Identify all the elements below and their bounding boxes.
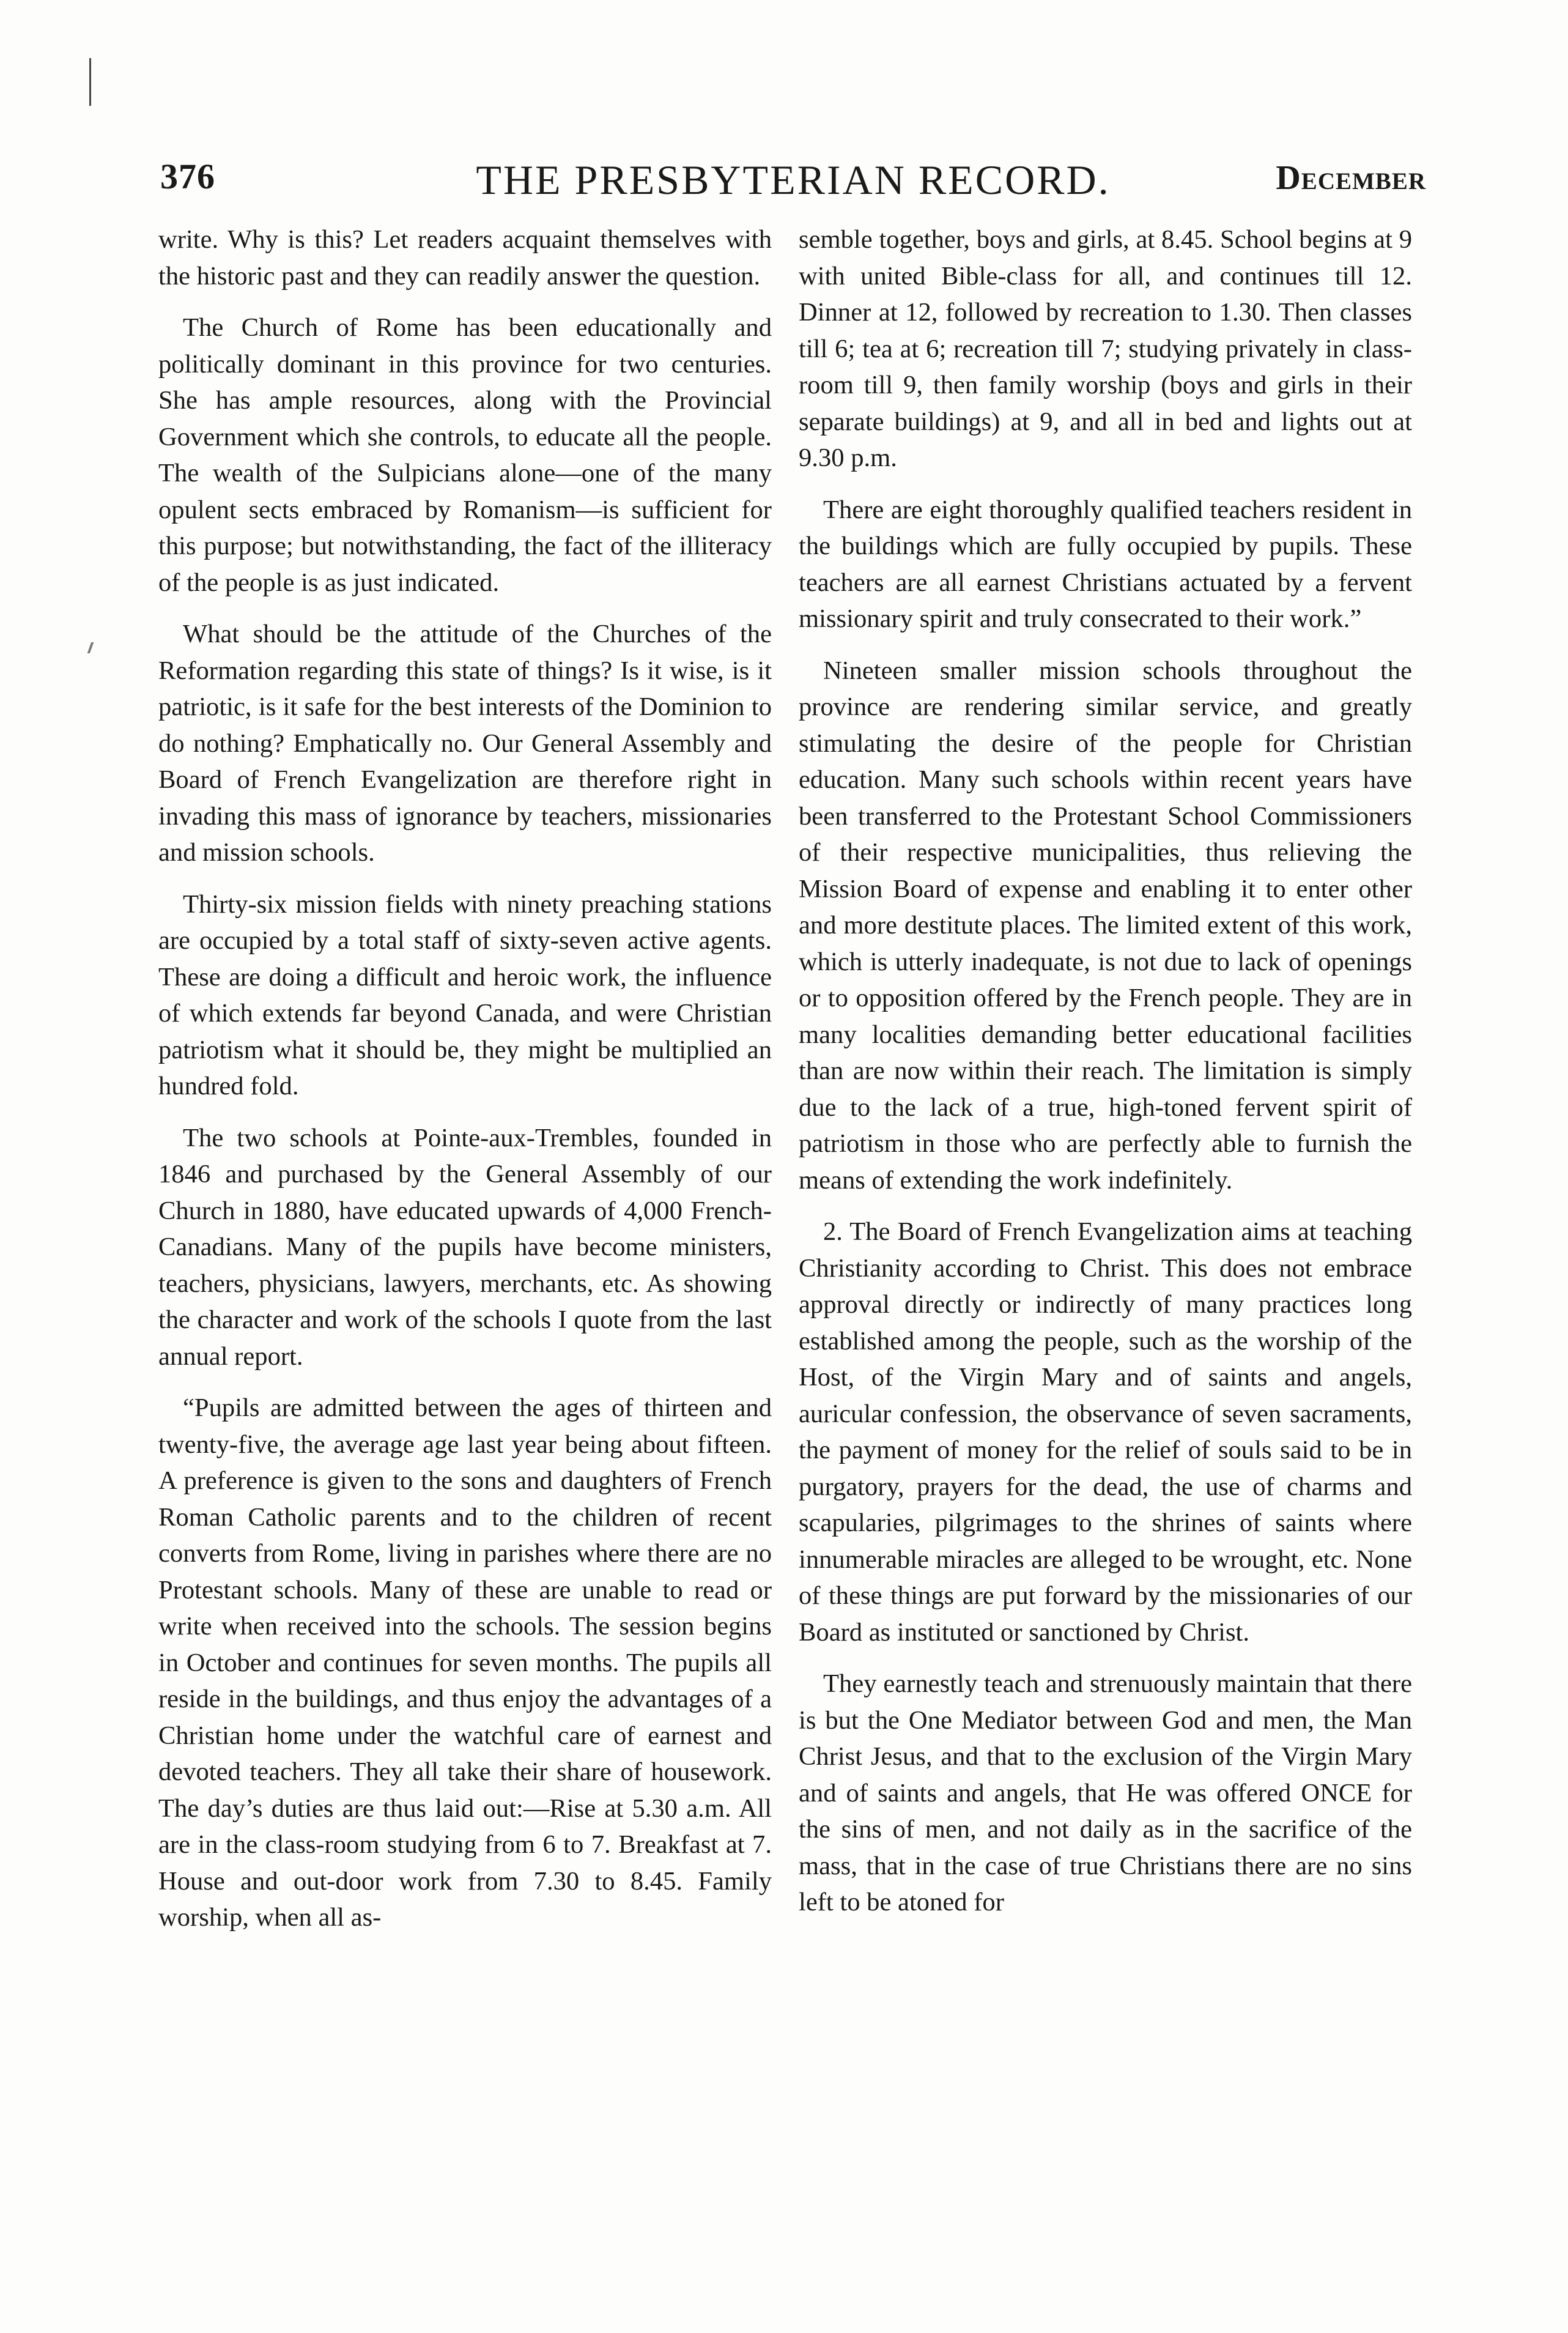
page-number: 376 [160,157,215,196]
margin-mark [89,58,91,106]
paragraph: Nineteen smaller mission schools throughout the province are rendering similar service, and greatly stimulating the desire of the people for Christian education. Many such schools within recent years have been transferred to the Protestant School Commissioners of their respective municipalities, thus relieving the Mission Board of expense and enabling it to enter other and more destitute places. The limited extent of this work, which is utterly inadequate, is not due to lack of openings or to opposition offered by the French people. They are in many localities demanding better educational facilities than are now within their reach. The limitation is simply due to the lack of a true, high-toned fervent spirit of patriotism in those who are perfectly able to furnish the means of extending the work indefinitely. [799,656,1412,1195]
paragraph: There are eight thoroughly qualified teachers resident in the buildings which are fully occupied by pupils. These teachers are all earnest Christians actuated by a fervent missionary spirit and truly consecrated to their work.” [799,495,1412,633]
paragraph: write. Why is this? Let readers acquaint themselves with the historic past and they can readily answer the question. [158,225,772,291]
issue-month: December [1276,159,1426,197]
right-column [799,221,1412,1936]
paragraph: They earnestly teach and strenuously maintain that there is but the One Mediator between God and men, the Man Christ Jesus, and that to the exclusion of the Virgin Mary and of saints and angels, that He was offered ONCE for the sins of men, and not daily as in the sacrifice of the mass, that in the case of true Christians there are no sins left to be atoned for [799,1669,1412,1916]
left-column [158,221,772,1951]
paragraph: The two schools at Pointe-aux-Trembles, founded in 1846 and purchased by the General Assembly of our Church in 1880, have educated upwards of 4,000 French-Canadians. Many of the pupils have become ministers, teachers, physicians, lawyers, merchants, etc. As showing the character and work of the schools I quote from the last annual report. [158,1123,772,1371]
paragraph: What should be the attitude of the Churches of the Reformation regarding this state of things? Is it wise, is it patriotic, is it safe for the best interests of the Dominion to do nothing? Emphatically no. Our General Assembly and Board of French Evangelization are therefore right in invading this mass of ignorance by teachers, missionaries and mission schools. [158,620,772,867]
journal-title: THE PRESBYTERIAN RECORD. [476,157,1111,203]
paragraph: 2. The Board of French Evangelization aims at teaching Christianity according to Christ. This does not embrace approval directly or indirectly of many practices long established among the people, such as the worship of the Host, of the Virgin Mary and of saints and angels, auricular confession, the observance of seven sacraments, the payment of money for the relief of souls said to be in purgatory, prayers for the dead, the use of charms and scapularies, pilgrimages to the shrines of saints where innumerable miracles are alleged to be wrought, etc. None of these things are put forward by the missionaries of our Board as instituted or sanctioned by Christ. [799,1217,1412,1647]
margin-mark [87,642,94,653]
paragraph: Thirty-six mission fields with ninety preaching stations are occupied by a total staff of sixty-seven active agents. These are doing a difficult and heroic work, the influence of which extends far beyond Canada, and were Christian patriotism what it should be, they might be multiplied an hundred fold. [158,889,772,1100]
running-header [160,156,1426,205]
paragraph: “Pupils are admitted between the ages of thirteen and twenty-five, the average age last year being about fifteen. A preference is given to the sons and daughters of French Roman Catholic parents and to the children of recent converts from Rome, living in parishes where there are no Protestant schools. Many of these are unable to read or write when received into the schools. The session begins in October and continues for seven months. The pupils all reside in the buildings, and thus enjoy the advantages of a Christian home under the watchful care of earnest and devoted teachers. They all take their share of housework. The day’s duties are thus laid out:—Rise at 5.30 a.m. All are in the class-room studying from 6 to 7. Breakfast at 7. House and out-door work from 7.30 to 8.45. Family worship, when all as- [158,1393,772,1932]
paragraph: The Church of Rome has been educationally and politically dominant in this province for two centuries. She has ample resources, along with the Provincial Government which she controls, to educate all the people. The wealth of the Sulpicians alone—one of the many opulent sects embraced by Romanism—is sufficient for this purpose; but notwithstanding, the fact of the illiteracy of the people is as just indicated. [158,313,772,597]
paragraph: semble together, boys and girls, at 8.45. School begins at 9 with united Bible-class for all, and continues till 12. Dinner at 12, followed by recreation to 1.30. Then classes till 6; tea at 6; recreation till 7; studying privately in class-room till 9, then family worship (boys and girls in their separate buildings) at 9, and all in bed and lights out at 9.30 p.m. [799,225,1412,472]
